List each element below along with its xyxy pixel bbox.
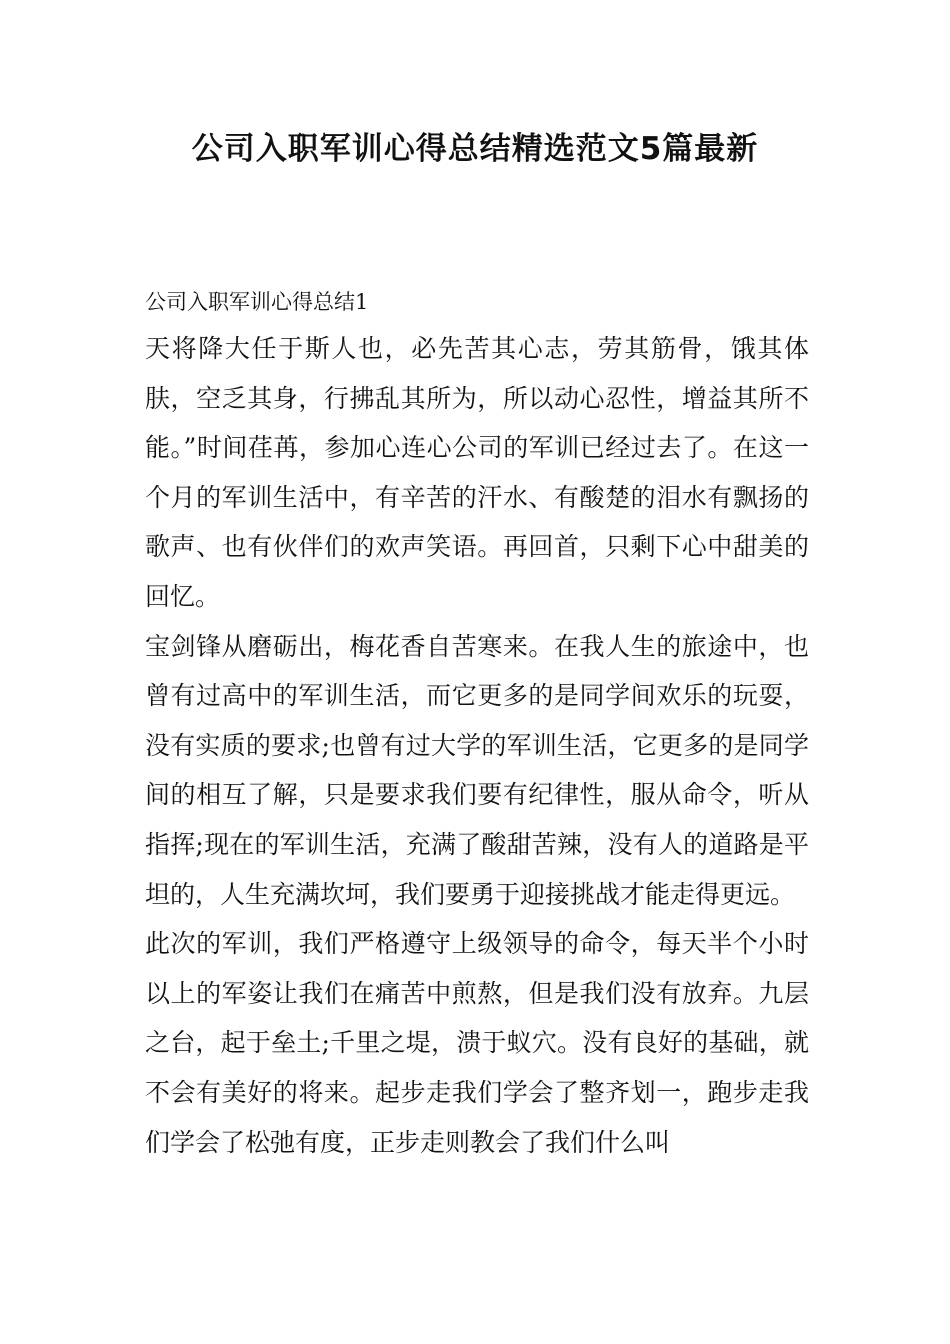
section-heading: 公司入职军训心得总结1 xyxy=(145,290,369,314)
document-title: 公司入职军训心得总结精选范文5篇最新 xyxy=(191,131,759,167)
paragraph: 此次的军训，我们严格遵守上级领导的命令，每天半个小时以上的军姿让我们在痛苦中煎熬，但是我们没有放弃。九层之台，起于垒土;千里之堤，溃于蚁穴。没有良好的基础，就不会有美好的将来。起步走我们学会了整齐划一，跑步走我们学会了松弛有度，正步走则教会了我们什么叫 xyxy=(145,929,809,1157)
paragraph: 宝剑锋从磨砺出，梅花香自苦寒来。在我人生的旅途中，也曾有过高中的军训生活，而它更多的是同学间欢乐的玩耍，没有实质的要求;也曾有过大学的军训生活，它更多的是同学间的相互了解，只是要求我们要有纪律性，服从命令，听从指挥;现在的军训生活，充满了酸甜苦辣，没有人的道路是平坦的，人生充满坎坷，我们要勇于迎接挑战才能走得更远。 xyxy=(145,631,809,909)
document-body xyxy=(145,280,809,1167)
paragraph: 天将降大任于斯人也，必先苦其心志，劳其筋骨，饿其体肤，空乏其身，行拂乱其所为，所以动心忍性，增益其所不能。”时间荏苒，参加心连心公司的军训已经过去了。在这一个月的军训生活中，有辛苦的汗水、有酸楚的泪水有飘扬的歌声、也有伙伴们的欢声笑语。再回首，只剩下心中甜美的回忆。 xyxy=(145,334,809,611)
